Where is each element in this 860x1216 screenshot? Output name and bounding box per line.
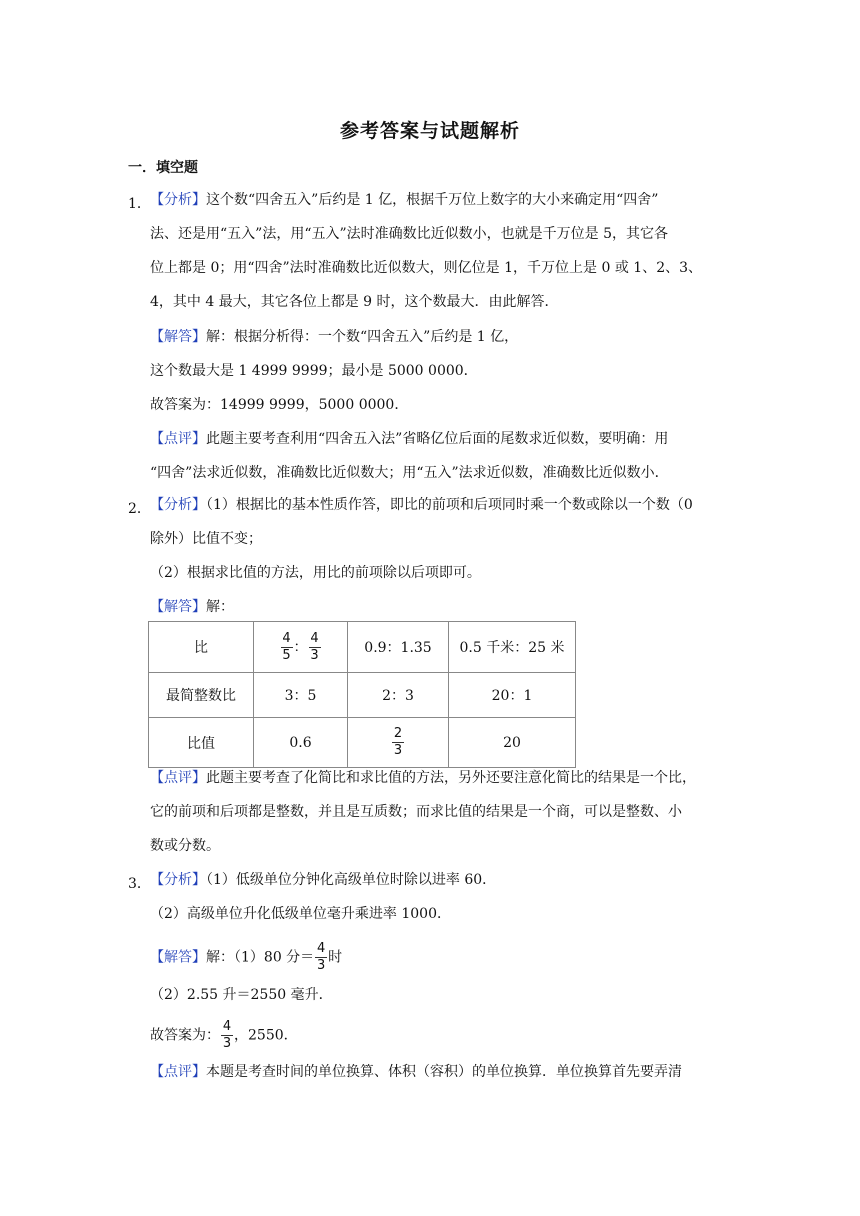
fraction: $\frac{4}{3}$ [317,941,326,973]
table-cell: 3：5 [254,673,348,718]
q3-analysis-line-1: 【分析】（1）低级单位分钟化高级单位时除以进率 60． [150,872,497,888]
table-cell: $\frac{4}{5}$ ： $\frac{4}{3}$ [254,622,348,673]
q3-answer-line-2: （2）2.55 升＝2550 毫升． [150,987,333,1003]
q2-analysis-line-2: 除外）比值不变； [150,531,262,547]
fraction: $\frac{2}{3}$ [393,726,403,758]
table-cell: 比 [149,622,254,673]
analysis-tag: 【分析】 [150,872,206,888]
table-cell: 最简整数比 [149,673,254,718]
question-number-2: 2． [128,501,151,517]
comment-tag: 【点评】 [150,431,206,447]
q1-analysis-line-2: 法、还是用“五入”法，用“五入”法时准确数比近似数小，也就是千万位是 5，其它各 [150,226,668,242]
page-title: 参考答案与试题解析 [339,120,520,142]
table-cell: 比值 [149,718,254,768]
table-row [149,622,576,673]
q2-analysis-line-1: 【分析】（1）根据比的基本性质作答，即比的前项和后项同时乘一个数或除以一个数（0 [150,497,693,513]
q1-answer-line-3: 故答案为：14999 9999，5000 0000． [150,397,409,413]
table-row [149,718,576,768]
fraction: $\frac{4}{3}$ [222,1019,232,1051]
ratio-table [148,621,576,768]
q3-answer-line-1: 【解答】解：（1）80 分＝ $\frac{4}{3}$ 时 [150,941,343,973]
table-cell: 2：3 [348,673,449,718]
section-heading: 一．填空题 [128,160,198,176]
q2-answer-line: 【解答】解： [150,599,234,615]
table-cell: 20 [449,718,576,768]
q2-comment-line-1: 【点评】此题主要考查了化简比和求比值的方法，另外还要注意化简比的结果是一个比， [150,770,696,786]
table-row [149,673,576,718]
q2-comment-line-3: 数或分数。 [150,838,220,854]
q2-comment-line-2: 它的前项和后项都是整数，并且是互质数；而求比值的结果是一个商，可以是整数、小 [150,804,682,820]
question-number-1: 1． [128,196,151,212]
q1-analysis-line-4: 4，其中 4 最大，其它各位上都是 9 时，这个数最大．由此解答． [150,294,559,310]
comment-tag: 【点评】 [150,770,206,786]
q3-analysis-line-2: （2）高级单位升化低级单位毫升乘进率 1000． [150,906,451,922]
q1-analysis-line-3: 位上都是 0；用“四舍”法时准确数比近似数大，则亿位是 1，千万位上是 0 或 1、2、3、 [150,260,703,276]
q1-comment-line-2: “四舍”法求近似数，准确数比近似数大；用“五入”法求近似数，准确数比近似数小． [150,465,669,481]
q3-comment-line-1: 【点评】本题是考查时间的单位换算、体积（容积）的单位换算．单位换算首先要弄清 [150,1064,682,1080]
q1-comment-line-1: 【点评】此题主要考查利用“四舍五入法”省略亿位后面的尾数求近似数，要明确：用 [150,431,669,447]
fraction: $\frac{4}{5}$ [282,630,291,663]
q2-analysis-line-3: （2）根据求比值的方法，用比的前项除以后项即可。 [150,565,481,581]
analysis-tag: 【分析】 [150,192,206,208]
table-cell: 20：1 [449,673,576,718]
table-cell: 0.9：1.35 [348,622,449,673]
table-cell: 0.5 千米：25 米 [449,622,576,673]
comment-tag: 【点评】 [150,1064,206,1080]
fraction: $\frac{4}{3}$ [310,630,319,663]
answer-tag: 【解答】 [150,599,206,615]
answer-tag: 【解答】 [150,949,206,966]
question-number-3: 3． [128,876,151,892]
q1-answer-line-2: 这个数最大是 1 4999 9999；最小是 5000 0000． [150,363,478,379]
q3-final-answer: 故答案为： $\frac{4}{3}$ ，2550． [150,1019,298,1051]
table-cell [348,718,449,768]
table-cell: 0.6 [254,718,348,768]
q1-analysis-line-1: 【分析】这个数“四舍五入”后约是 1 亿，根据千万位上数字的大小来确定用“四舍” [150,192,659,208]
analysis-tag: 【分析】 [150,497,206,513]
q1-answer-line-1: 【解答】解：根据分析得：一个数“四舍五入”后约是 1 亿， [150,329,519,345]
answer-tag: 【解答】 [150,329,206,345]
